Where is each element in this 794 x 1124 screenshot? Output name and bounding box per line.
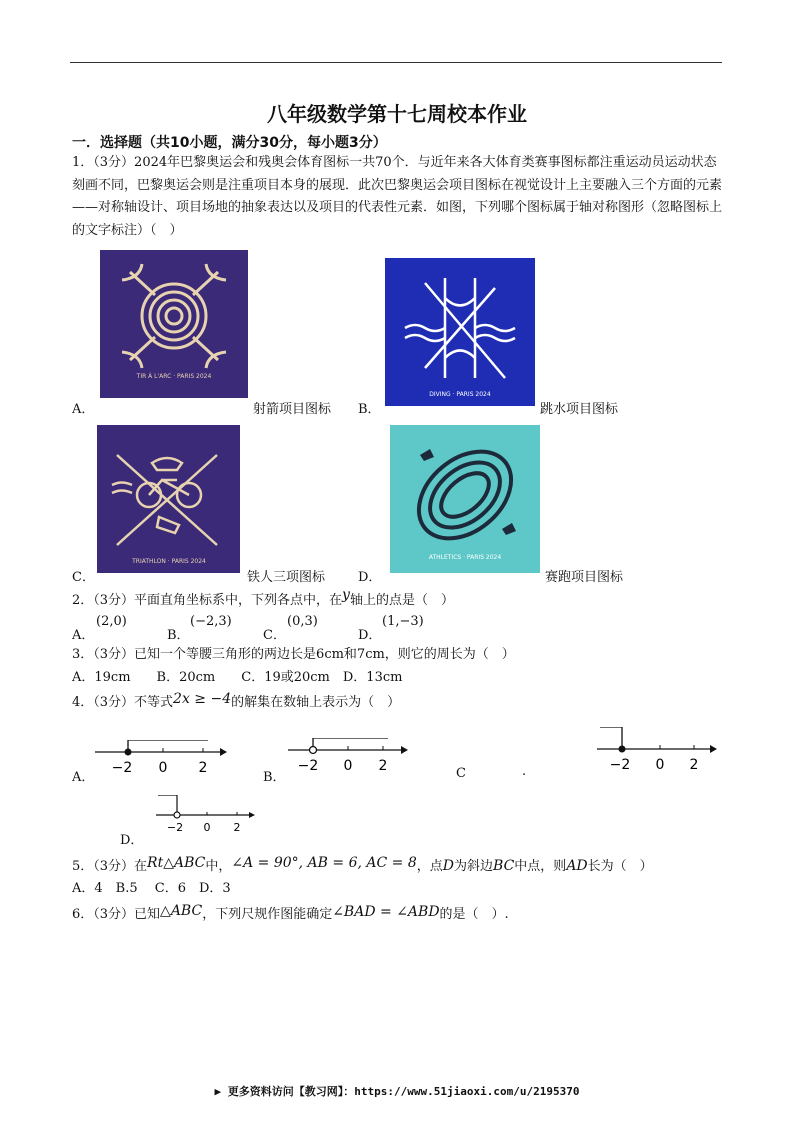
q2-option-d-value: (1,−3) — [382, 614, 424, 629]
svg-text:0: 0 — [203, 821, 211, 834]
question-2: 2．（3分）平面直角坐标系中，下列各点中，在y轴上的点是（ ） — [72, 587, 454, 608]
svg-text:2: 2 — [378, 758, 388, 774]
q2-option-c-letter: C． — [263, 628, 286, 643]
diving-icon-label: DIVING · PARIS 2024 — [429, 391, 491, 398]
footer-link[interactable]: ▶ 更多资料访问【教习网】：https://www.51jiaoxi.com/u/2195370 — [214, 1085, 580, 1098]
svg-text:0: 0 — [343, 758, 353, 774]
svg-text:2: 2 — [689, 757, 699, 773]
number-line-c — [592, 727, 722, 777]
q1-option-b-letter: B． — [358, 402, 381, 417]
q4-option-a-letter: A． — [72, 770, 95, 785]
section-heading: 一．选择题（共10小题，满分30分，每小题3分） — [72, 135, 387, 151]
diving-icon — [385, 258, 535, 406]
question-5-options: A．4 B.5 C．6 D．3 — [72, 881, 231, 896]
q4-option-c-letter: C — [456, 766, 466, 781]
q2-option-a-letter: A． — [72, 628, 95, 643]
q1-option-d-letter: D． — [358, 570, 382, 585]
page-title: 八年级数学第十七周校本作业 — [267, 102, 527, 126]
svg-text:0: 0 — [655, 757, 665, 773]
header-rule — [70, 62, 722, 63]
question-5: 5．（3分）在Rt△ABC中，∠A = 90°, AB = 6, AC = 8，点D为斜边BC中点，则AD长为（ ） — [72, 855, 653, 874]
svg-text:−2: −2 — [166, 821, 184, 834]
question-3: 3．（3分）已知一个等腰三角形的两边长是6cm和7cm，则它的周长为（ ） — [72, 647, 515, 662]
q1-option-d-caption: 赛跑项目图标 — [545, 570, 624, 585]
question-3-options: A．19cm B．20cm C．19或20cm D．13cm — [72, 670, 403, 685]
number-line-a — [90, 740, 230, 780]
svg-text:−2: −2 — [609, 757, 631, 773]
question-1-text: 1．（3分）2024年巴黎奥运会和残奥会体育图标一共70个．与近年来各大体育类赛事图标都注重运动员运动状态刻画不同，巴黎奥运会则是注重项目本身的展现．此次巴黎奥运会项目图标在视觉设计上主要融入三个方面的元素——对称轴设计、项目场地的抽象表达以及项目的代表性元素．如图，下列哪个图标属于轴对称图形（忽略图标上的文字标注）（ ） — [72, 155, 723, 238]
archery-icon — [100, 250, 248, 398]
q1-option-a-letter: A． — [72, 402, 95, 417]
svg-text:−2: −2 — [111, 760, 133, 776]
archery-icon-label: TIR À L'ARC · PARIS 2024 — [136, 373, 212, 380]
q1-option-c-caption: 铁人三项图标 — [247, 570, 326, 585]
q2-option-b-letter: B． — [167, 628, 190, 643]
triathlon-icon-label: TRIATHLON · PARIS 2024 — [132, 558, 206, 565]
svg-text:0: 0 — [158, 760, 168, 776]
number-line-d — [153, 795, 263, 840]
q1-option-c-letter: C． — [72, 570, 95, 585]
q4-option-d-letter: D． — [120, 833, 144, 848]
q1-option-b-caption: 跳水项目图标 — [540, 402, 619, 417]
q4-option-b-letter: B． — [263, 770, 286, 785]
triathlon-icon — [97, 425, 240, 573]
q2-option-c-value: (0,3) — [287, 614, 318, 629]
svg-text:−2: −2 — [297, 758, 319, 774]
q4-option-c-dot: . — [522, 764, 527, 779]
q2-option-b-value: (−2,3) — [190, 614, 232, 629]
q2-option-d-letter: D． — [358, 628, 382, 643]
q1-option-a-caption: 射箭项目图标 — [253, 402, 332, 417]
q2-option-a-value: (2,0) — [96, 614, 127, 629]
number-line-b — [283, 738, 413, 778]
athletics-icon-label: ATHLETICS · PARIS 2024 — [428, 554, 502, 561]
question-4: 4．（3分）不等式2x ≥ −4的解集在数轴上表示为（ ） — [72, 691, 401, 710]
question-6: 6．（3分）已知△ABC，下列尺规作图能确定∠BAD = ∠ABD的是（ ）. — [72, 903, 509, 922]
athletics-icon — [390, 425, 540, 573]
svg-text:2: 2 — [198, 760, 208, 776]
svg-text:2: 2 — [233, 821, 241, 834]
